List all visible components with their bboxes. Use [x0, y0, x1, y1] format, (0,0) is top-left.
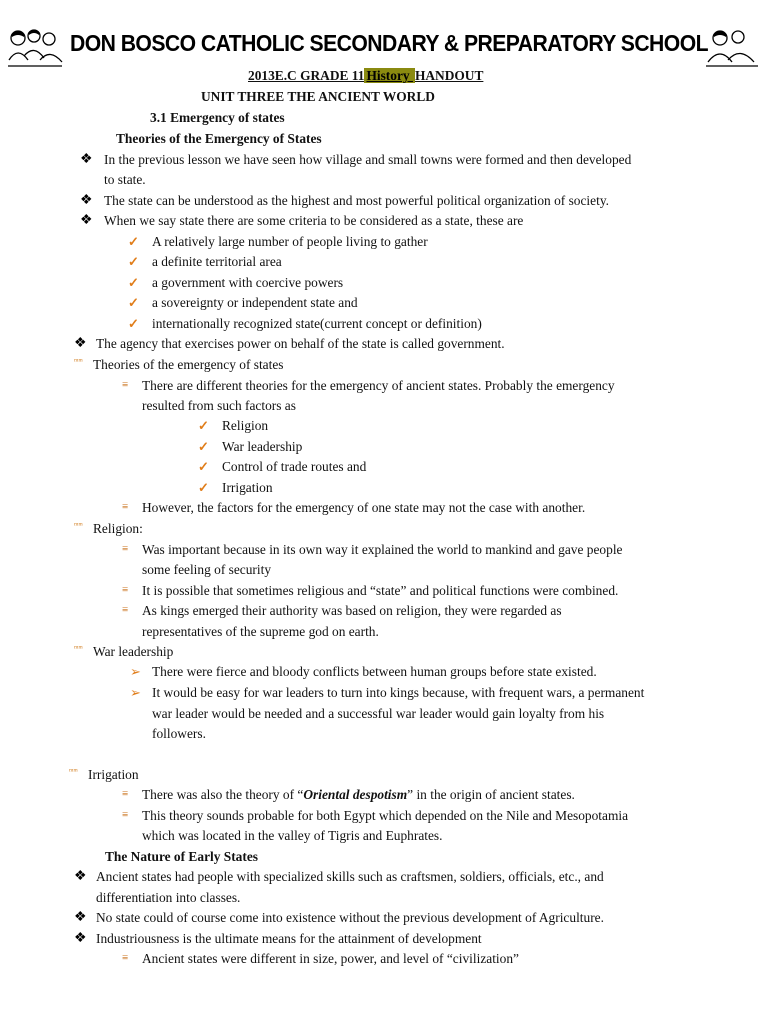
body-line: Was important because in its own way it explained the world to mankind and gave people [142, 542, 623, 557]
body-line: a definite territorial area [152, 254, 282, 269]
triple-bar-bullet-icon: ≡ [122, 952, 129, 964]
diamond-bullet-icon: ❖ [80, 213, 93, 228]
diamond-bullet-icon: ❖ [74, 931, 87, 946]
body-line: Religion: [93, 521, 143, 536]
unit-title: UNIT THREE THE ANCIENT WORLD [201, 89, 435, 104]
body-line: Theories of the emergency of states [93, 357, 284, 372]
body-line: some feeling of security [142, 562, 272, 577]
section-title: 3.1 Emergency of states [150, 110, 285, 125]
body-line: A relatively large number of people living to gather [152, 234, 428, 249]
triple-bar-bullet-icon: ≡ [122, 604, 129, 616]
small-bullet-icon: ᵐᵐ [69, 766, 78, 776]
body-line [142, 786, 575, 803]
body-line: to state. [104, 172, 146, 187]
body-line: It is possible that sometimes religious and “state” and political functions were combined. [142, 583, 619, 598]
handout-heading [248, 67, 483, 84]
body-line: resulted from such factors as [142, 398, 296, 413]
checkmark-bullet-icon: ✓ [128, 254, 139, 269]
body-line: Irrigation [88, 767, 139, 782]
body-line: war leader would be needed and a successful war leader would gain loyalty from his [152, 706, 605, 721]
triple-bar-bullet-icon: ≡ [122, 809, 129, 821]
checkmark-bullet-icon: ✓ [128, 234, 139, 249]
body-text: There was also the theory of “ [142, 787, 304, 802]
section-heading: The Nature of Early States [105, 849, 258, 864]
arrow-bullet-icon: ➢ [130, 685, 141, 700]
body-line: Ancient states had people with specialized skills such as craftsmen, soldiers, officials, etc., and [96, 869, 604, 884]
checkmark-bullet-icon: ✓ [128, 295, 139, 310]
diamond-bullet-icon: ❖ [74, 336, 87, 351]
body-line: The state can be understood as the highest and most powerful political organization of society. [104, 193, 609, 208]
body-line: The agency that exercises power on behalf of the state is called government. [96, 336, 505, 351]
body-line: However, the factors for the emergency of one state may not the case with another. [142, 500, 586, 515]
body-line: Religion [222, 418, 269, 433]
body-line: Industriousness is the ultimate means for the attainment of development [96, 931, 482, 946]
body-line: It would be easy for war leaders to turn into kings because, with frequent wars, a permanent [152, 685, 645, 700]
body-line: representatives of the supreme god on earth. [142, 624, 379, 639]
checkmark-bullet-icon: ✓ [198, 439, 209, 454]
checkmark-bullet-icon: ✓ [198, 418, 209, 433]
triple-bar-bullet-icon: ≡ [122, 788, 129, 800]
body-line: There were fierce and bloody conflicts between human groups before state existed. [152, 664, 597, 679]
handout-prefix: 2013E.C GRADE 11 [248, 68, 365, 83]
body-line: internationally recognized state(current concept or definition) [152, 316, 482, 331]
body-line: differentiation into classes. [96, 890, 241, 905]
triple-bar-bullet-icon: ≡ [122, 379, 129, 391]
subsection-title: Theories of the Emergency of States [116, 131, 322, 146]
body-line: War leadership [93, 644, 174, 659]
body-line: When we say state there are some criteria to be considered as a state, these are [104, 213, 524, 228]
body-line: a government with coercive powers [152, 275, 344, 290]
small-bullet-icon: ᵐᵐ [74, 520, 83, 530]
body-line: Control of trade routes and [222, 459, 367, 474]
body-line: As kings emerged their authority was based on religion, they were regarded as [142, 603, 562, 618]
body-line: There are different theories for the emergency of ancient states. Probably the emergency [142, 378, 615, 393]
small-bullet-icon: ᵐᵐ [74, 356, 83, 366]
body-line: Ancient states were different in size, power, and level of “civilization” [142, 951, 519, 966]
handout-suffix: HANDOUT [414, 68, 484, 83]
emphasis-text: Oriental despotism [303, 787, 408, 802]
school-logo-left [4, 26, 66, 70]
body-line: a sovereignty or independent state and [152, 295, 358, 310]
body-line: War leadership [222, 439, 303, 454]
school-name: DON BOSCO CATHOLIC SECONDARY & PREPARATORY SCHOOL [70, 30, 708, 56]
body-line: This theory sounds probable for both Egypt which depended on the Nile and Mesopotamia [142, 808, 629, 823]
body-line: No state could of course come into existence without the previous development of Agriculture. [96, 910, 604, 925]
body-text: ” in the origin of ancient states. [407, 787, 575, 802]
diamond-bullet-icon: ❖ [74, 869, 87, 884]
triple-bar-bullet-icon: ≡ [122, 501, 129, 513]
triple-bar-bullet-icon: ≡ [122, 543, 129, 555]
body-line: which was located in the valley of Tigris and Euphrates. [142, 828, 443, 843]
arrow-bullet-icon: ➢ [130, 664, 141, 679]
checkmark-bullet-icon: ✓ [128, 316, 139, 331]
body-line: Irrigation [222, 480, 273, 495]
small-bullet-icon: ᵐᵐ [74, 643, 83, 653]
diamond-bullet-icon: ❖ [74, 910, 87, 925]
triple-bar-bullet-icon: ≡ [122, 584, 129, 596]
body-line: In the previous lesson we have seen how village and small towns were formed and then developed [104, 152, 632, 167]
checkmark-bullet-icon: ✓ [198, 459, 209, 474]
body-line: followers. [152, 726, 206, 741]
checkmark-bullet-icon: ✓ [198, 480, 209, 495]
subject-highlight: History [366, 68, 413, 83]
checkmark-bullet-icon: ✓ [128, 275, 139, 290]
diamond-bullet-icon: ❖ [80, 193, 93, 208]
school-logo-right [702, 26, 764, 70]
diamond-bullet-icon: ❖ [80, 152, 93, 167]
